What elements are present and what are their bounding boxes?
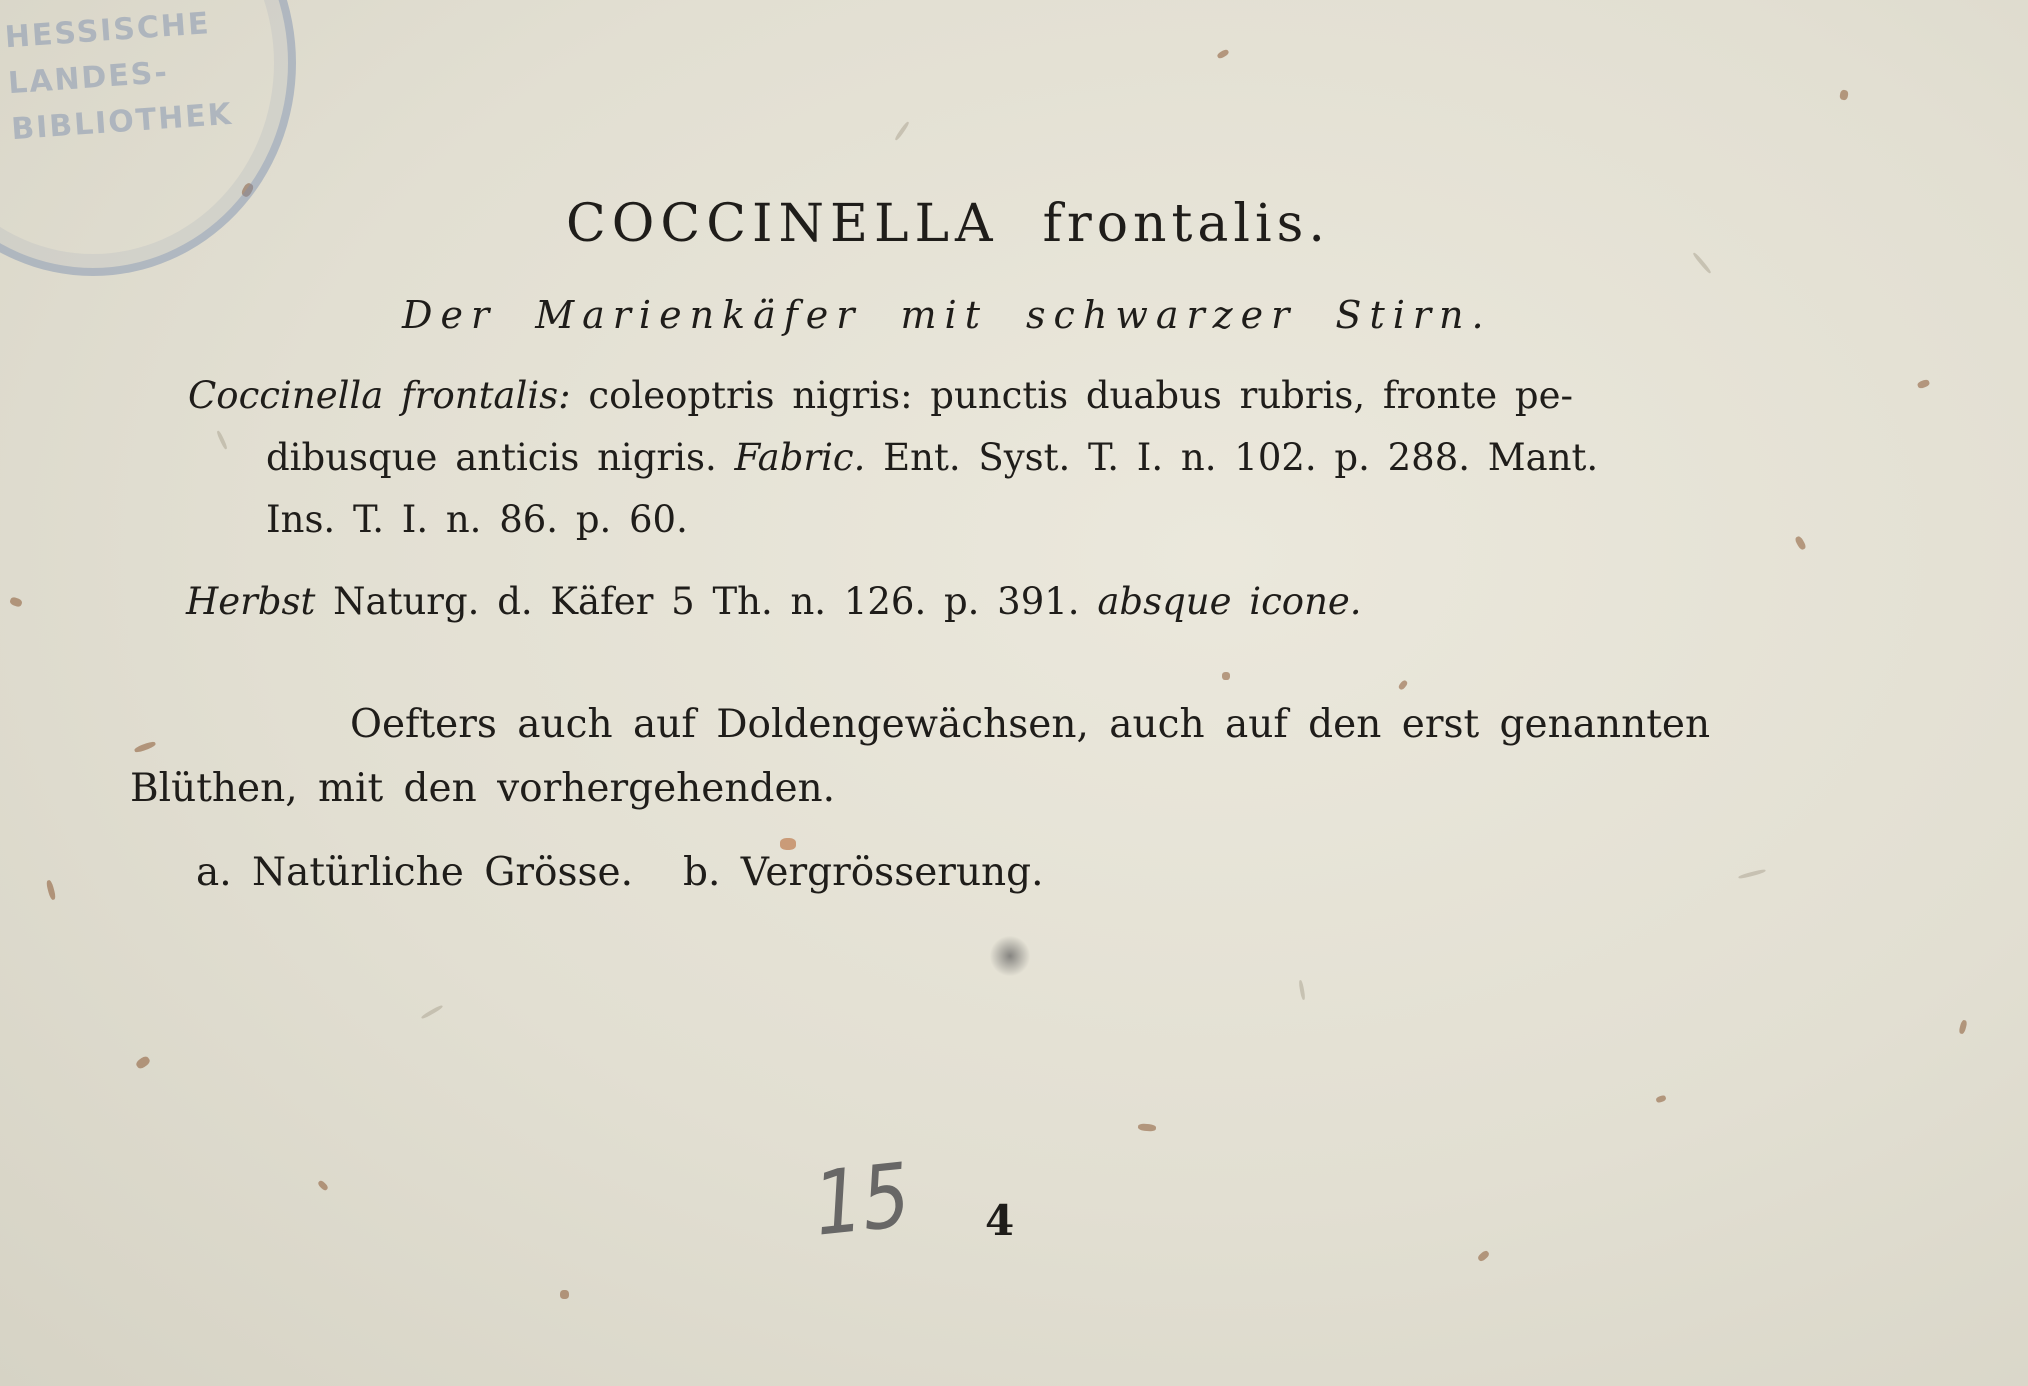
- paper-fleck: [780, 838, 796, 850]
- figure-caption: [196, 850, 1044, 895]
- paper-fleck: [1138, 1123, 1157, 1132]
- reference-text: Ent. Syst. T. I. n. 102. p. 288. Mant.: [883, 436, 1599, 479]
- paper-fleck: [1692, 252, 1712, 274]
- species-name: frontalis.: [1042, 194, 1330, 254]
- german-common-name: Der Marienkäfer mit schwarzer Stirn.: [402, 293, 1492, 337]
- paper-fleck: [1216, 48, 1229, 59]
- paper-fleck: [134, 740, 157, 753]
- paper-fleck: [1298, 980, 1305, 1000]
- stamp-line: BIBLIOTHEK: [10, 96, 235, 148]
- stamp-line: HESSISCHE: [3, 6, 212, 56]
- genus-name: COCCINELLA: [566, 194, 999, 254]
- paper-fleck: [9, 596, 23, 608]
- caption-magnification: b. Vergrösserung.: [683, 850, 1044, 895]
- paper-fleck: [1738, 868, 1766, 879]
- species-heading: [566, 194, 1330, 254]
- paper-fleck: [1655, 1094, 1666, 1103]
- paper-fleck: [1397, 679, 1408, 691]
- reference-text: Ins. T. I. n. 86. p. 60.: [266, 498, 688, 541]
- paper-fleck: [560, 1290, 569, 1299]
- body-text-line: Blüthen, mit den vorhergehenden.: [130, 766, 836, 811]
- reference-italic: Fabric.: [734, 436, 866, 479]
- reference-line: [186, 580, 1362, 623]
- paper-fleck: [46, 880, 57, 901]
- reference-italic: absque icone.: [1097, 580, 1362, 623]
- reference-text: Naturg. d. Käfer 5 Th. n. 126. p. 391.: [333, 580, 1080, 623]
- reference-italic: Coccinella frontalis:: [188, 374, 571, 417]
- body-text-line: Oefters auch auf Doldengewächsen, auch auf den erst genannten: [350, 702, 1711, 747]
- handwritten-number: 15: [809, 1143, 915, 1256]
- reference-text: dibusque anticis nigris.: [266, 436, 717, 479]
- library-stamp-text: [3, 1, 235, 153]
- paper-fleck: [1222, 672, 1230, 680]
- caption-natural-size: a. Natürliche Grösse.: [196, 850, 634, 895]
- reference-line: [266, 498, 688, 541]
- paper-fleck: [1794, 535, 1807, 551]
- paper-fleck: [1477, 1249, 1491, 1262]
- paper-fleck: [317, 1179, 329, 1191]
- stamp-line: LANDES-: [7, 55, 170, 102]
- library-stamp: [0, 0, 296, 276]
- paper-fleck: [216, 430, 228, 450]
- reference-italic: Herbst: [186, 580, 316, 623]
- paper-fleck: [421, 1004, 444, 1019]
- paper-fleck: [135, 1055, 152, 1070]
- paper-fleck: [894, 121, 910, 141]
- paper-fleck: [1917, 379, 1931, 390]
- paper-fleck: [1958, 1019, 1967, 1034]
- reference-text: coleoptris nigris: punctis duabus rubris, fronte pe-: [588, 374, 1573, 417]
- page-number: 4: [985, 1196, 1015, 1245]
- paper-fleck: [1839, 89, 1849, 100]
- reference-line: [188, 374, 1573, 417]
- ink-smudge: [990, 935, 1030, 977]
- reference-line: [266, 436, 1598, 479]
